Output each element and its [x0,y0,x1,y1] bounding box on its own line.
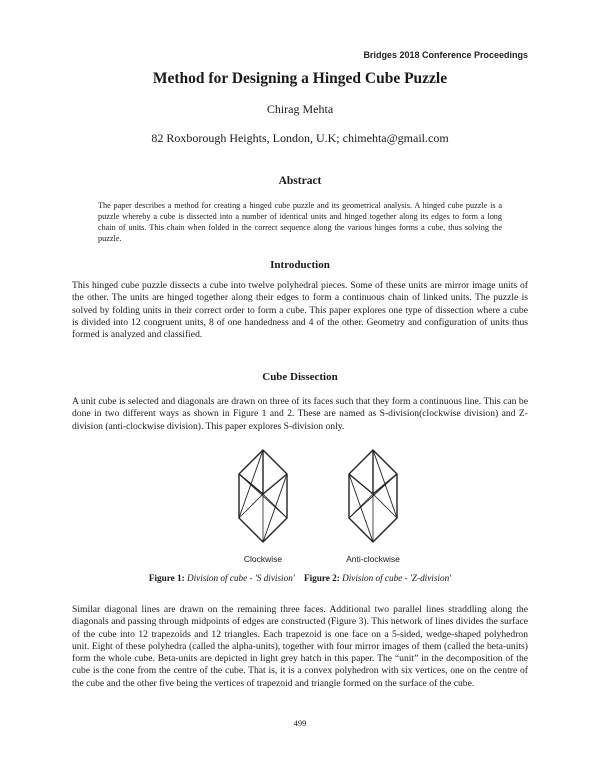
figure-1-caption-number: Figure 1: [148,573,185,583]
author-affiliation: 82 Roxborough Heights, London, U.K; chimehta@gmail.com [151,131,449,145]
figure-2-label: Anti-clockwise [346,554,400,564]
cube-dissection-paragraph-1: A unit cube is selected and diagonals are drawn on three of its faces such that they form a continuous line. This can be done in two different ways as shown in Figure 1 and 2. These are named as S-division(clockwise division) and Z-division (anti-clockwise division). This paper explores S-division only. [72,396,528,432]
figure-1-caption-text: Division of cube - 'S division' [186,573,295,583]
figure-1-clockwise-cube [233,448,293,548]
abstract-heading: Abstract [278,175,322,187]
cube-dissection-paragraph-2: Similar diagonal lines are drawn on the remaining three faces. Additional two parallel lines straddling along the diagonals and passing through midpoints of edges are constructed (Figure 3). This network of lines divides the surface of the cube into 12 trapezoids and 12 triangles. Each trapezoid is one face on a 5-sided, wedge-shaped polyhedron unit. Eight of these polyhedra (called the alpha-units), together with four mirror images of them (called the beta-units) form the whole cube. Beta-units are depicted in light grey hatch in this paper. The “unit” in the decomposition of the cube is the cone from the centre of the cube. That is, it is a convex polyhedron with six vertices, one on the centre of the cube and the other five being the vertices of trapezoid and triangle formed on the surface of the cube. [72,604,528,689]
running-head: Bridges 2018 Conference Proceedings [363,50,528,60]
page-number: 499 [293,718,307,728]
abstract-text: The paper describes a method for creating a hinged cube puzzle and its geometrical analysis. A hinged cube puzzle is a puzzle whereby a cube is dissected into a number of identical units and hinged together along its edges to form a long chain of units. This chain when folded in the correct sequence along the various hinges forms a cube, thus solving the puzzle. [98,201,502,243]
introduction-paragraph: This hinged cube puzzle dissects a cube into twelve polyhedral pieces. Some of these units are mirror image units of the other. The units are hinged together along their edges to form a continuous chain of linked units. The puzzle is solved by folding units in their correct order to form a cube. This paper explores one type of dissection where a cube is divided into 12 congruent units, 8 of one handedness and 4 of the other. Geometry and configuration of units thus formed is analyzed and classified. [72,280,528,341]
figure-2-caption-number: Figure 2: [303,573,340,583]
paper-title: Method for Designing a Hinged Cube Puzzle [152,70,448,87]
author-name: Chirag Mehta [266,102,334,116]
figure-captions [0,573,600,583]
cube-dissection-heading: Cube Dissection [262,371,338,383]
figure-2-caption-text: Division of cube - 'Z-division' [342,573,452,583]
introduction-heading: Introduction [270,259,330,271]
figure-1-label: Clockwise [243,554,283,564]
figure-2-anticlockwise-cube [343,448,403,548]
